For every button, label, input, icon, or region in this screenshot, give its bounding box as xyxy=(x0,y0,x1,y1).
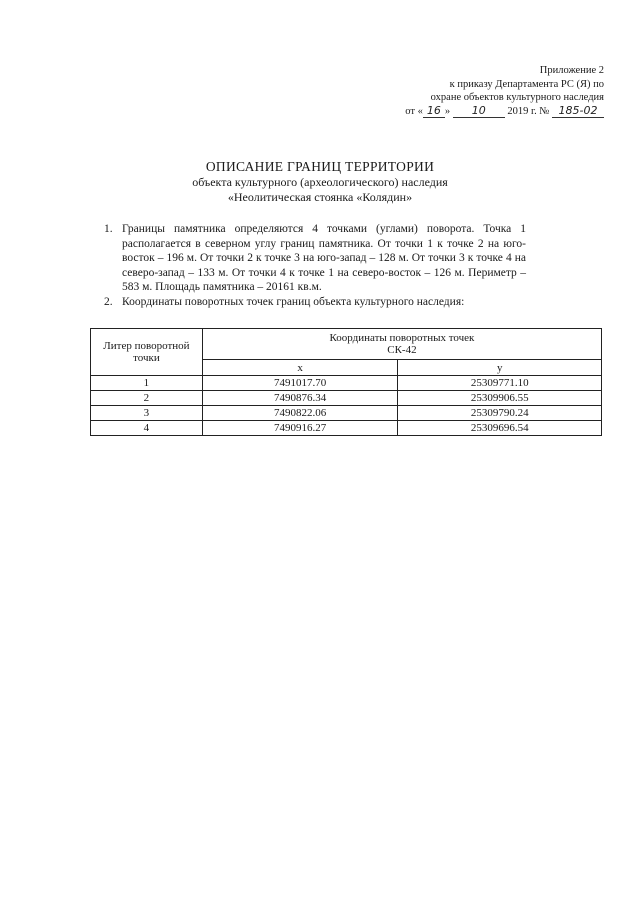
cell-y: 25309771.10 xyxy=(398,376,602,391)
header-point-letter: Литер поворотной точки xyxy=(91,329,203,376)
coordinates-table xyxy=(90,328,602,436)
list-item xyxy=(104,295,526,310)
header-coordinates xyxy=(202,329,601,360)
annex-line-3: охране объектов культурного наследия xyxy=(430,92,604,103)
cell-x: 7491017.70 xyxy=(202,376,398,391)
table-row xyxy=(91,376,602,391)
annex-line-2: к приказу Департамента РС (Я) по xyxy=(449,78,604,90)
header-x: x xyxy=(202,360,398,376)
cell-point: 2 xyxy=(91,391,203,406)
list-item xyxy=(104,222,526,295)
title-block xyxy=(0,158,640,205)
annex-day: 16 xyxy=(423,105,445,118)
header-y: y xyxy=(398,360,602,376)
table-row xyxy=(91,391,602,406)
header-coordinates-line-1: Координаты поворотных точек xyxy=(329,332,475,344)
cell-y: 25309696.54 xyxy=(398,421,602,436)
annex-block xyxy=(405,64,604,118)
annex-mid: » xyxy=(444,105,451,117)
cell-x: 7490822.06 xyxy=(202,406,398,421)
cell-point: 4 xyxy=(91,421,203,436)
document-subtitle-1: объекта культурного (археологического) наследия xyxy=(192,175,448,189)
cell-x: 7490876.34 xyxy=(202,391,398,406)
table-row xyxy=(91,406,602,421)
document-title: ОПИСАНИЕ ГРАНИЦ ТЕРРИТОРИИ xyxy=(205,159,435,174)
list-item-number: 2. xyxy=(104,295,113,308)
numbered-list xyxy=(104,222,526,309)
table-row xyxy=(91,421,602,436)
cell-y: 25309906.55 xyxy=(398,391,602,406)
document-subtitle-2: «Неолитическая стоянка «Колядин» xyxy=(227,190,413,204)
cell-x: 7490916.27 xyxy=(202,421,398,436)
list-item-text: Координаты поворотных точек границ объекта культурного наследия: xyxy=(122,295,465,308)
annex-year: 2019 г. № xyxy=(507,105,550,117)
cell-point: 3 xyxy=(91,406,203,421)
list-item-number: 1. xyxy=(104,223,113,235)
annex-from: от « xyxy=(405,105,423,117)
annex-number: 185-02 xyxy=(552,105,604,118)
cell-point: 1 xyxy=(91,376,203,391)
annex-month: 10 xyxy=(453,105,505,118)
annex-line-1: Приложение 2 xyxy=(539,65,604,76)
annex-date-number xyxy=(405,105,604,119)
list-item-text: Границы памятника определяются 4 точками (углами) поворота. Точка 1 располагается в северном углу границ памятника. От точки 1 к точке 2 на юго-восток – 196 м. От точки 2 к точке 3 на юго-запад – 128 м. От точки 3 к точке 4 на северо-запад – 133 м. От точки 4 к точке 1 на северо-восток – 126 м. Периметр – 583 м. Площадь памятника – 20161 кв.м. xyxy=(122,223,526,293)
cell-y: 25309790.24 xyxy=(398,406,602,421)
header-coordinates-line-2: СК-42 xyxy=(387,344,417,356)
